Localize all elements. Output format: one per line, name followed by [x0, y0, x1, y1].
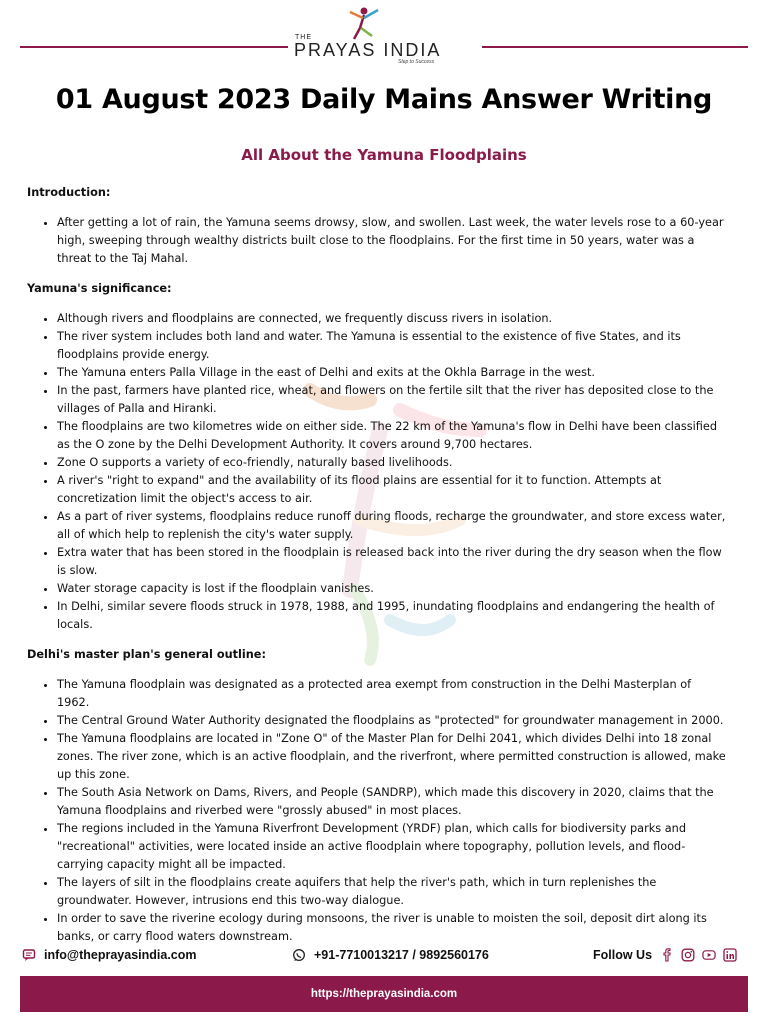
chat-icon — [22, 948, 36, 962]
linkedin-icon[interactable] — [723, 948, 737, 962]
logo-tagline: Step to Success — [398, 59, 435, 65]
list-item: • The Central Ground Water Authority designated the floodplains as "protected" for groundwater management in 2000. — [57, 712, 727, 730]
follow-label: Follow Us — [593, 948, 653, 962]
dancer-logo-icon — [320, 6, 400, 42]
page-title: 01 August 2023 Daily Mains Answer Writing — [55, 84, 713, 115]
footer-email[interactable] — [22, 948, 197, 962]
list-item: • The floodplains are two kilometres wide on either side. The 22 km of the Yamuna's flow in Delhi have been classified as the O zone by the Delhi Development Authority. It covers around 9,700 hectares. — [57, 418, 727, 454]
list-item: • Although rivers and floodplains are connected, we frequently discuss rivers in isolation. — [57, 310, 727, 328]
section-heading-master-plan: Delhi's master plan's general outline: — [27, 648, 266, 661]
page-header — [0, 0, 768, 70]
footer-phone[interactable] — [292, 948, 489, 962]
footer-follow — [593, 948, 744, 962]
list-item: • The regions included in the Yamuna Riverfront Development (YRDF) plan, which calls for biodiversity parks and "recreational" activities, were located inside an active floodplain where topography, pollution levels, and flood-carrying capacity might all be impacted. — [57, 820, 727, 874]
list-item: • Water storage capacity is lost if the floodplain vanishes. — [57, 580, 727, 598]
introduction-list — [27, 214, 727, 268]
social-links — [660, 948, 744, 962]
youtube-icon[interactable] — [702, 948, 716, 962]
header-rule-left — [20, 46, 288, 48]
article-subtitle: All About the Yamuna Floodplains — [241, 146, 527, 164]
master-plan-list — [27, 676, 727, 946]
website-link[interactable]: https://theprayasindia.com — [310, 988, 458, 1000]
list-item: • The layers of silt in the floodplains create aquifers that help the river's path, which in turn replenishes the groundwater. However, intrusions end this two-way dialogue. — [57, 874, 727, 910]
prayas-india-logo[interactable] — [290, 6, 480, 68]
list-item: • The Yamuna enters Palla Village in the east of Delhi and exits at the Okhla Barrage in the west. — [57, 364, 727, 382]
logo-brand-text: PRAYAS INDIA — [294, 40, 442, 60]
list-item: • In Delhi, similar severe floods struck in 1978, 1988, and 1995, inundating floodplains and endangering the health of locals. — [57, 598, 727, 634]
article-body — [27, 184, 727, 958]
list-item: • The Yamuna floodplain was designated as a protected area exempt from construction in the Delhi Masterplan of 1962. — [57, 676, 727, 712]
list-item: • As a part of river systems, floodplains reduce runoff during floods, recharge the groundwater, and store excess water, all of which help to replenish the city's water supply. — [57, 508, 727, 544]
facebook-icon[interactable] — [660, 948, 674, 962]
list-item: • Extra water that has been stored in the floodplain is released back into the river during the dry season when the flow is slow. — [57, 544, 727, 580]
list-item: • The South Asia Network on Dams, Rivers, and People (SANDRP), which made this discovery in 2020, claims that the Yamuna floodplains and riverbed were "grossly abused" in most places. — [57, 784, 727, 820]
list-item: • A river's "right to expand" and the availability of its flood plains are essential for it to function. Attempts at concretization limit the object's access to air. — [57, 472, 727, 508]
list-item: • The Yamuna floodplains are located in "Zone O" of the Master Plan for Delhi 2041, which divides Delhi into 18 zonal zones. The river zone, which is an active floodplain, and the riverfront, where permitted construction is allowed, make up this zone. — [57, 730, 727, 784]
section-heading-introduction: Introduction: — [27, 186, 111, 199]
list-item: • In the past, farmers have planted rice, wheat, and flowers on the fertile silt that the river has deposited close to the villages of Palla and Hiranki. — [57, 382, 727, 418]
list-item: • Zone O supports a variety of eco-friendly, naturally based livelihoods. — [57, 454, 727, 472]
significance-list — [27, 310, 727, 634]
section-heading-significance: Yamuna's significance: — [27, 282, 172, 295]
list-item: • In order to save the riverine ecology during monsoons, the river is unable to moisten the soil, deposit dirt along its banks, or carry flood waters downstream. — [57, 910, 727, 946]
list-item: • The river system includes both land and water. The Yamuna is essential to the existence of five States, and its floodplains provide energy. — [57, 328, 727, 364]
whatsapp-icon — [292, 948, 306, 962]
footer-website-bar[interactable] — [20, 976, 748, 1012]
email-address[interactable]: info@theprayasindia.com — [44, 948, 197, 962]
list-item: • After getting a lot of rain, the Yamuna seems drowsy, slow, and swollen. Last week, the water levels rose to a 60-year high, sweeping through wealthy districts built close to the floodplains. For the first time in 50 years, water was a threat to the Taj Mahal. — [57, 214, 727, 268]
instagram-icon[interactable] — [681, 948, 695, 962]
phone-numbers[interactable]: +91-7710013217 / 9892560176 — [314, 948, 489, 962]
logo-the-text: THE — [295, 34, 312, 41]
header-rule-right — [482, 46, 748, 48]
